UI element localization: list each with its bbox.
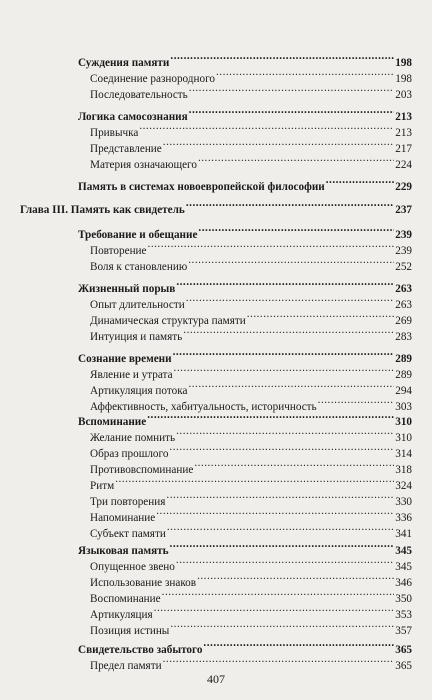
- dot-leader: [162, 586, 395, 602]
- dot-leader: [216, 66, 394, 82]
- toc-entry-page: 213: [395, 111, 412, 123]
- toc-entry-title: Явление и утрата: [90, 369, 173, 381]
- toc-entry-title: Образ прошлого: [90, 448, 169, 460]
- dot-leader: [198, 152, 394, 168]
- toc-entry-title: Соединение разнородного: [90, 73, 215, 85]
- toc-subsection: [90, 653, 412, 674]
- dot-leader: [163, 653, 395, 669]
- toc-entry-title: Языковая память: [78, 545, 169, 557]
- dot-leader: [186, 197, 394, 213]
- dot-leader: [188, 378, 394, 394]
- toc-subsection: [90, 618, 412, 639]
- toc-entry-page: 198: [395, 57, 412, 69]
- dot-leader: [115, 473, 394, 489]
- toc-entry-page: 252: [395, 261, 412, 273]
- toc-entry-title: Три повторения: [90, 496, 166, 508]
- dot-leader: [166, 489, 394, 505]
- toc-entry-page: 269: [395, 315, 412, 327]
- toc-entry-page: 345: [395, 561, 412, 573]
- dot-leader: [147, 409, 394, 425]
- dot-leader: [139, 120, 394, 136]
- page-number: 407: [207, 672, 225, 686]
- dot-leader: [174, 362, 395, 378]
- dot-leader: [194, 457, 394, 473]
- toc-entry-title: Последовательность: [90, 89, 188, 101]
- dot-leader: [173, 346, 395, 362]
- toc-entry-page: 263: [395, 299, 412, 311]
- dot-leader: [198, 222, 394, 238]
- toc-subsection: [90, 324, 412, 345]
- toc-entry-page: 239: [395, 245, 412, 257]
- toc-chapter: [20, 197, 412, 218]
- toc-entry-page: 314: [395, 448, 412, 460]
- toc-entry-title: Опыт длительности: [90, 299, 185, 311]
- toc-entry-page: 350: [395, 593, 412, 605]
- toc-entry-page: 213: [395, 127, 412, 139]
- toc-entry-title: Напоминание: [90, 512, 156, 524]
- toc-entry-page: 229: [395, 181, 412, 193]
- dot-leader: [170, 50, 394, 66]
- toc-entry-title: Ритм: [90, 480, 115, 492]
- toc-entry-title: Привычка: [90, 127, 139, 139]
- toc-entry-title: Воля к становлению: [90, 261, 188, 273]
- toc-entry-title: Артикуляция потока: [90, 385, 188, 397]
- toc-entry-title: Использование знаков: [90, 577, 197, 589]
- toc-entry-title: Желание помнить: [90, 432, 176, 444]
- toc-entry-title: Позиция истины: [90, 625, 170, 637]
- dot-leader: [318, 394, 395, 410]
- toc-entry-page: 341: [395, 528, 412, 540]
- toc-entry-page: 345: [395, 545, 412, 557]
- toc-entry-page: 303: [395, 401, 412, 413]
- dot-leader: [183, 324, 394, 340]
- dot-leader: [176, 554, 394, 570]
- toc-entry-page: 365: [395, 644, 412, 656]
- dot-leader: [148, 238, 395, 254]
- toc-entry-page: 224: [395, 159, 412, 171]
- toc-entry-page: 283: [395, 331, 412, 343]
- toc-entry-page: 237: [395, 204, 412, 216]
- toc-entry-page: 310: [395, 416, 412, 428]
- toc-entry-page: 263: [395, 283, 412, 295]
- dot-leader: [170, 538, 395, 554]
- toc-entry-page: 330: [395, 496, 412, 508]
- toc-section: [78, 174, 412, 195]
- toc-subsection: [90, 254, 412, 275]
- dot-leader: [163, 136, 394, 152]
- dot-leader: [176, 276, 394, 292]
- toc-entry-title: Динамическая структура памяти: [90, 315, 246, 327]
- toc-entry-page: 289: [395, 369, 412, 381]
- toc-entry-title: Повторение: [90, 245, 147, 257]
- toc-entry-title: Суждения памяти: [78, 57, 170, 69]
- dot-leader: [197, 570, 394, 586]
- toc-entry-page: 353: [395, 609, 412, 621]
- dot-leader: [154, 602, 395, 618]
- dot-leader: [188, 254, 394, 270]
- toc-entry-title: Интуиция и память: [90, 331, 183, 343]
- toc-entry-page: 324: [395, 480, 412, 492]
- dot-leader: [247, 308, 395, 324]
- dot-leader: [167, 521, 394, 537]
- toc-entry-page: 318: [395, 464, 412, 476]
- dot-leader: [203, 637, 394, 653]
- toc-entry-page: 289: [395, 353, 412, 365]
- toc-entry-title: Жизненный порыв: [78, 283, 176, 295]
- toc-entry-title: Противовспоминание: [90, 464, 194, 476]
- toc-entry-title: Представление: [90, 143, 162, 155]
- toc-subsection: [90, 152, 412, 173]
- toc-entry-page: 198: [395, 73, 412, 85]
- toc-entry-title: Воспоминание: [90, 593, 161, 605]
- toc-entry-title: Материя означающего: [90, 159, 197, 171]
- toc-entry-title: Логика самосознания: [78, 111, 188, 123]
- toc-entry-title: Опущенное звено: [90, 561, 175, 573]
- toc-entry-title: Требование и обещание: [78, 229, 198, 241]
- toc-entry-title: Аффективность, хабитуальность, историчность: [90, 401, 317, 413]
- dot-leader: [170, 618, 394, 634]
- toc-entry-title: Вспоминание: [78, 416, 147, 428]
- toc-entry-title: Субъект памяти: [90, 528, 166, 540]
- toc-entry-page: 310: [395, 432, 412, 444]
- toc-entry-page: 346: [395, 577, 412, 589]
- dot-leader: [169, 441, 394, 457]
- toc-entry-page: 203: [395, 89, 412, 101]
- dot-leader: [176, 425, 394, 441]
- toc-entry-title: Артикуляция: [90, 609, 153, 621]
- toc-entry-page: 365: [395, 660, 412, 672]
- toc-entry-page: 239: [395, 229, 412, 241]
- dot-leader: [186, 292, 394, 308]
- toc-entry-title: Глава III. Память как свидетель: [20, 204, 185, 216]
- dot-leader: [189, 104, 395, 120]
- toc-entry-title: Предел памяти: [90, 660, 162, 672]
- toc-entry-page: 217: [395, 143, 412, 155]
- toc-entry-page: 294: [395, 385, 412, 397]
- toc-entry-page: 357: [395, 625, 412, 637]
- dot-leader: [189, 82, 394, 98]
- dot-leader: [156, 505, 394, 521]
- toc-subsection: [90, 82, 412, 103]
- toc-entry-title: Свидетельство забытого: [78, 644, 203, 656]
- toc-entry-title: Память в системах новоевропейской философии: [78, 181, 325, 193]
- dot-leader: [326, 174, 394, 190]
- toc-entry-page: 336: [395, 512, 412, 524]
- toc-entry-title: Сознание времени: [78, 353, 172, 365]
